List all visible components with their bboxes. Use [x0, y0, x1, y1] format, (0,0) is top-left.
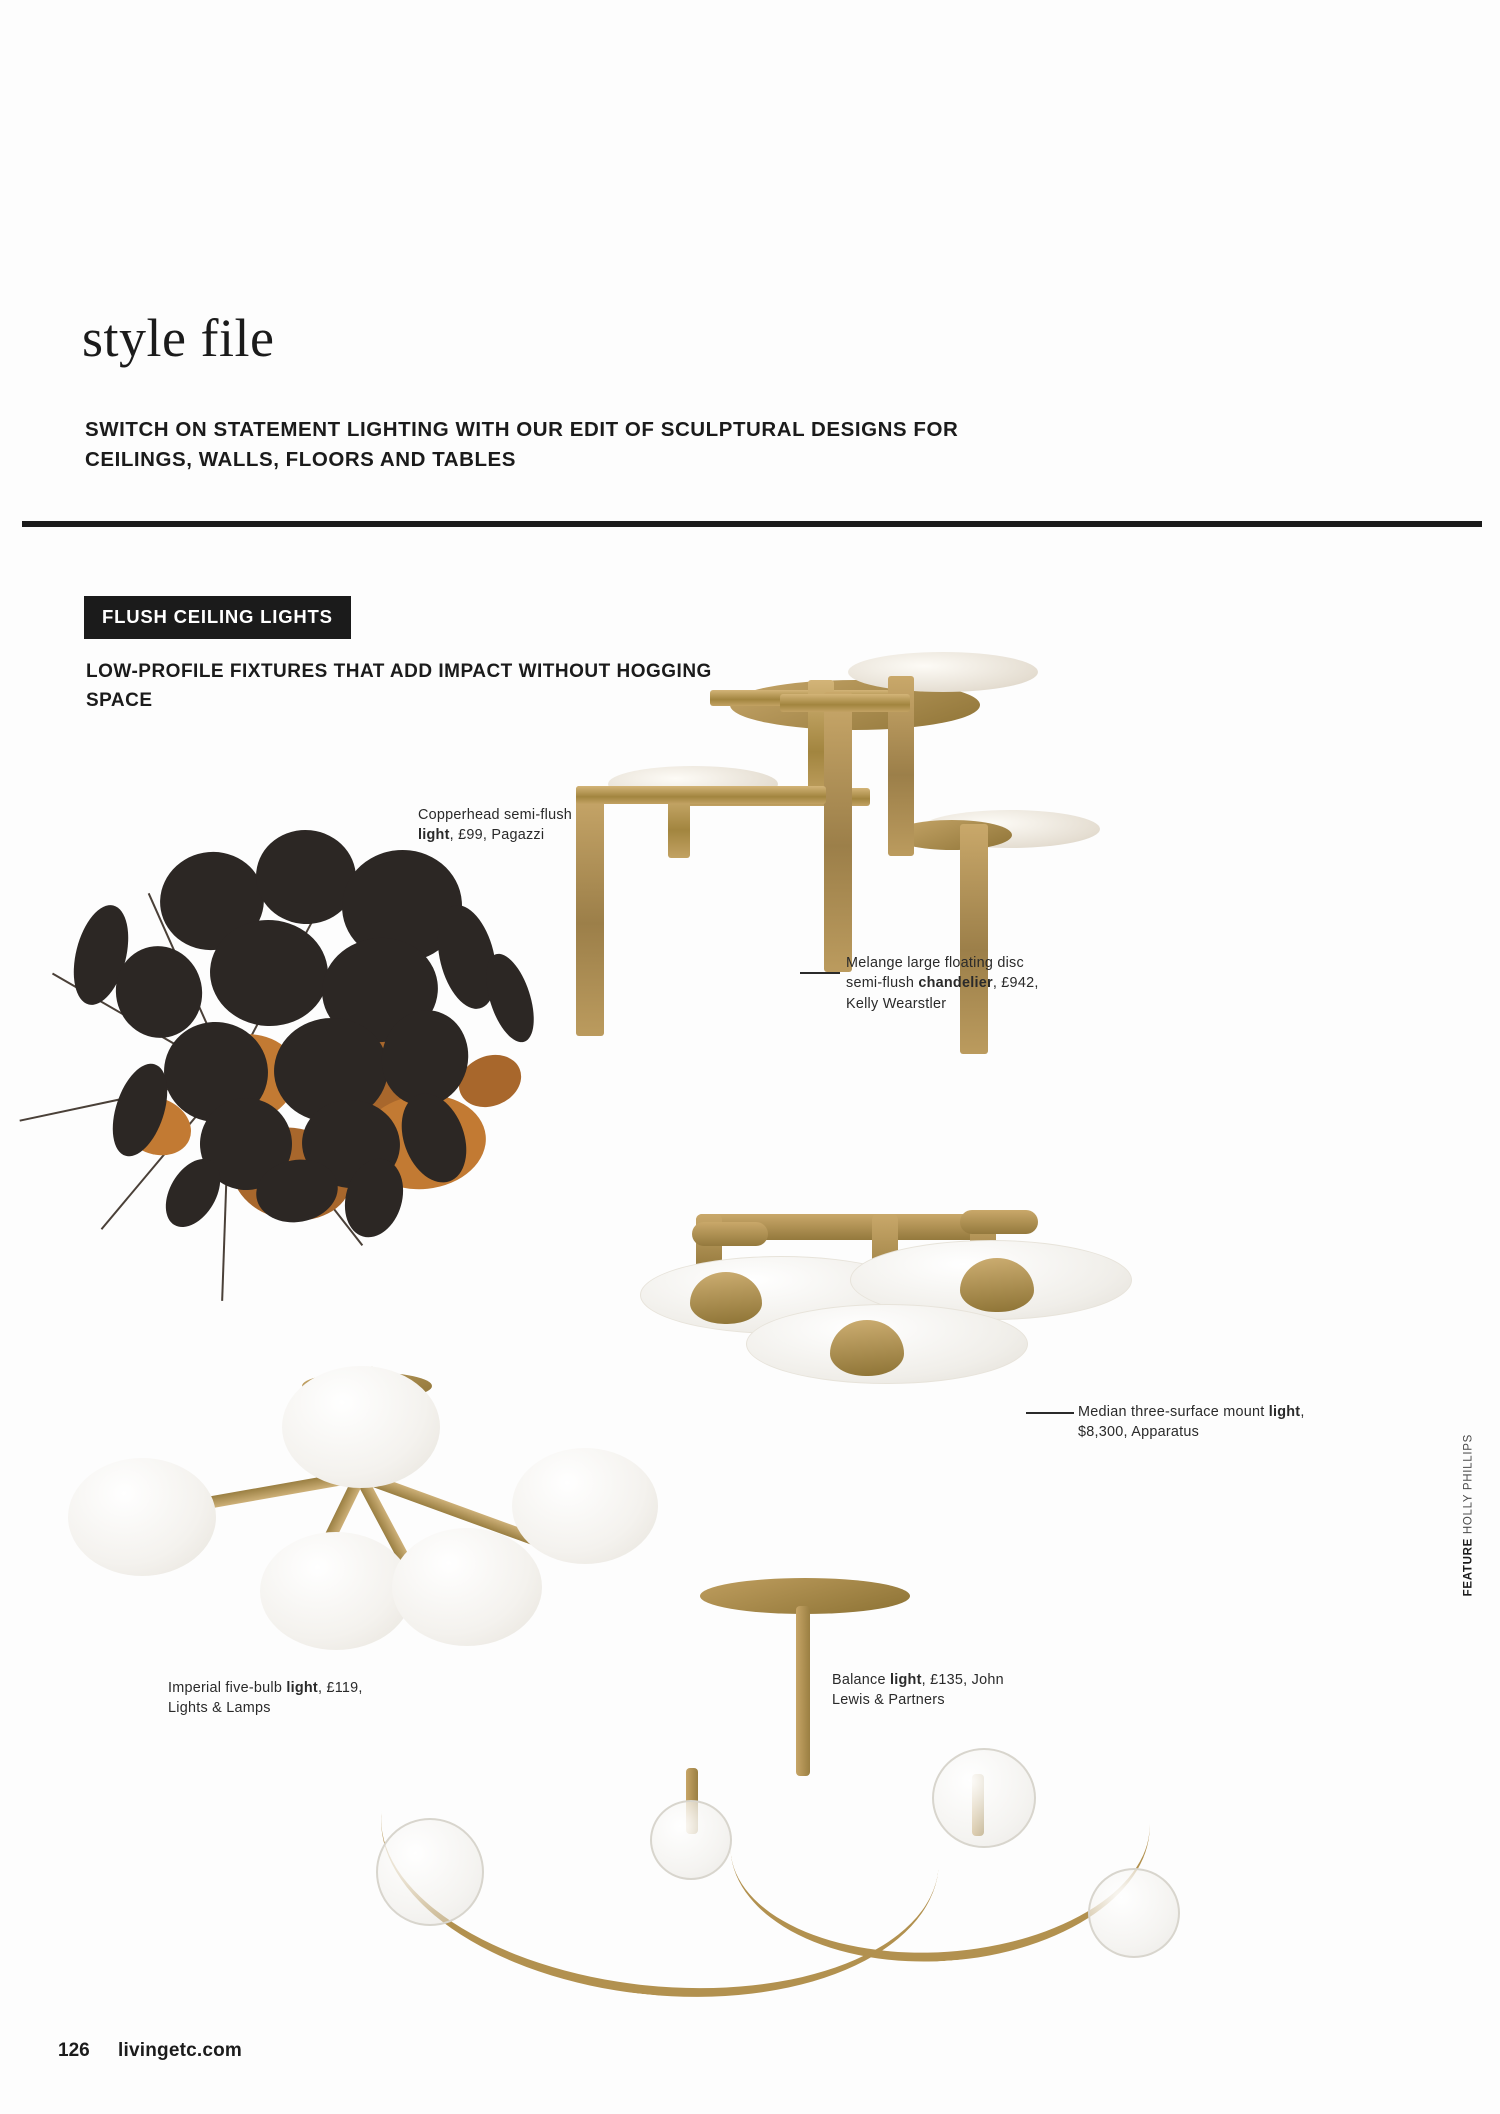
- page-title: style file: [82, 308, 275, 368]
- caption-text-suffix: , $8,300, Apparatus: [1078, 1404, 1305, 1441]
- caption-text-bold: light: [890, 1672, 922, 1688]
- feature-credit: [1462, 1434, 1474, 1596]
- section-tag: FLUSH CEILING LIGHTS: [84, 596, 351, 639]
- caption-text-suffix: , £99, Pagazzi: [449, 827, 545, 844]
- product-image-melange: [720, 700, 1340, 1180]
- credit-name: HOLLY PHILLIPS: [1462, 1434, 1474, 1539]
- caption-leader-line: [1026, 1412, 1074, 1414]
- caption-text-suffix: , £119, Lights & Lamps: [168, 1680, 363, 1717]
- caption-text-bold: light: [1268, 1404, 1301, 1420]
- caption-imperial: [168, 1678, 388, 1719]
- caption-text-prefix: Melange large floating disc semi-flush: [846, 955, 1024, 992]
- caption-copperhead: [418, 805, 608, 846]
- caption-text-bold: light: [286, 1680, 318, 1696]
- caption-text-prefix: Copperhead semi-flush: [418, 807, 573, 823]
- caption-balance: [832, 1670, 1042, 1711]
- caption-text-suffix: , £942, Kelly Wearstler: [846, 975, 1039, 1012]
- caption-melange: [846, 953, 1046, 1014]
- caption-text-prefix: Balance: [832, 1672, 891, 1688]
- product-image-balance: [500, 1560, 1260, 1980]
- horizontal-rule: [22, 521, 1482, 527]
- website-url: livingetc.com: [118, 2040, 243, 2061]
- caption-text-prefix: Median three-surface mount: [1078, 1404, 1269, 1420]
- caption-median: [1078, 1402, 1308, 1443]
- caption-text-prefix: Imperial five-bulb: [168, 1680, 287, 1696]
- caption-text-bold: chandelier: [918, 975, 993, 992]
- caption-text-bold: light: [418, 827, 450, 844]
- section-subhead: LOW-PROFILE FIXTURES THAT ADD IMPACT WITHOUT HOGGING SPACE: [86, 661, 712, 711]
- page-deck: SWITCH ON STATEMENT LIGHTING WITH OUR EDIT OF SCULPTURAL DESIGNS FOR CEILINGS, WALLS, FLOORS AND TABLES: [85, 418, 959, 472]
- page-number: 126: [58, 2040, 90, 2061]
- caption-text-suffix: , £135, John Lewis & Partners: [832, 1672, 1004, 1709]
- credit-label: FEATURE: [1462, 1538, 1474, 1597]
- caption-leader-line: [800, 972, 840, 974]
